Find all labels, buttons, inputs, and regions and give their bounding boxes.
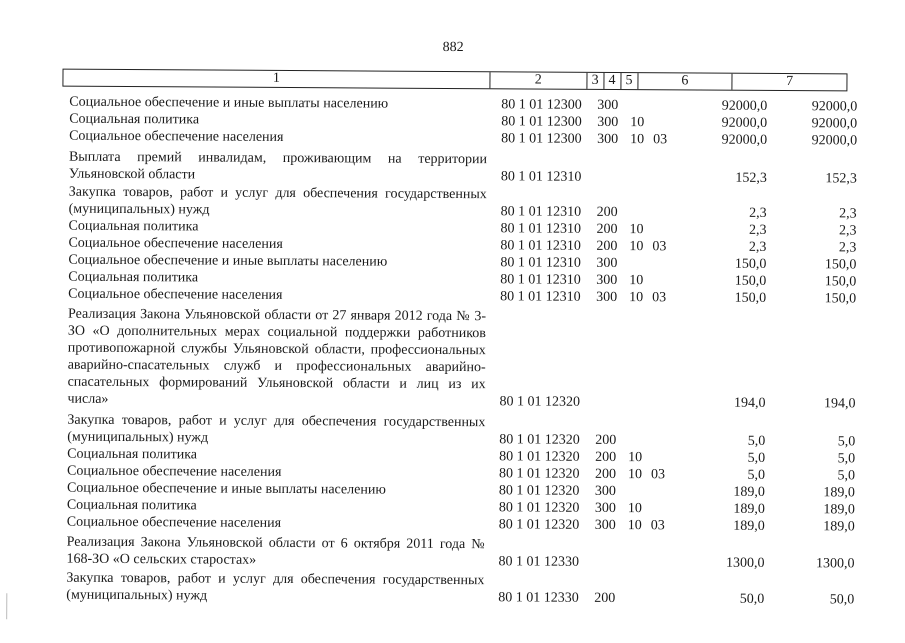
header-col-6: 6	[638, 73, 733, 90]
row-name: Социальное обеспечение и иные выплаты населению	[69, 94, 389, 112]
row-col-3: 300	[596, 255, 618, 272]
row-col-4: 10	[630, 115, 645, 131]
row-value-7: 2,3	[839, 223, 857, 239]
row-value-7: 92000,0	[811, 116, 858, 132]
row-value-6: 152,3	[735, 170, 767, 186]
row-col-3: 300	[596, 289, 618, 306]
row-name: Социальное обеспечение и иные выплаты населению	[66, 480, 386, 498]
row-col-4: 10	[628, 450, 643, 466]
row-value-7: 5,0	[837, 468, 856, 484]
row-code: 80 1 01 12310	[500, 289, 581, 305]
row-value-7: 150,0	[824, 274, 857, 290]
row-code: 80 1 01 12320	[499, 449, 580, 465]
row-value-6: 2,3	[748, 239, 767, 255]
row-name: Закупка товаров, работ и услуг для обеспечения государственных (муниципальных) нужд	[68, 184, 487, 218]
row-name: Социальное обеспечение населения	[69, 128, 284, 145]
row-col-3: 200	[596, 238, 618, 255]
row-value-7: 189,0	[823, 485, 855, 501]
row-value-7: 152,3	[825, 171, 857, 187]
row-code: 80 1 01 12320	[499, 466, 580, 482]
row-name: Социальное обеспечение населения	[68, 235, 283, 252]
row-value-7: 194,0	[823, 396, 856, 412]
row-name: Социальная политика	[67, 446, 198, 463]
row-code: 80 1 01 12320	[498, 483, 580, 499]
row-name: Социальное обеспечение населения	[66, 514, 282, 531]
row-col-4: 10	[628, 467, 643, 483]
header-col-4: 4	[604, 73, 621, 89]
row-value-7: 189,0	[823, 502, 855, 518]
row-col-4: 10	[629, 273, 644, 289]
row-code: 80 1 01 12330	[498, 554, 580, 570]
row-value-6: 92000,0	[721, 132, 768, 148]
row-col-5: 03	[650, 518, 665, 534]
row-value-6: 92000,0	[721, 98, 768, 114]
row-name: Социальное обеспечение и иные выплаты населению	[68, 252, 388, 270]
row-code: 80 1 01 12310	[500, 272, 581, 288]
row-col-3: 200	[595, 466, 617, 483]
row-value-7: 5,0	[837, 434, 856, 450]
row-col-3: 300	[597, 114, 619, 131]
row-col-3: 300	[597, 97, 619, 114]
row-col-4: 10	[627, 518, 642, 534]
row-col-4: 10	[629, 222, 644, 238]
row-col-3: 300	[597, 131, 619, 148]
row-value-6: 5,0	[747, 467, 766, 483]
row-code: 80 1 01 12300	[501, 114, 582, 130]
row-value-7: 2,3	[838, 240, 857, 256]
row-col-3: 300	[596, 272, 618, 289]
row-value-6: 189,0	[733, 518, 765, 534]
row-code: 80 1 01 12300	[501, 97, 582, 113]
row-col-3: 200	[595, 449, 617, 466]
row-col-3: 200	[595, 432, 617, 449]
row-value-7: 189,0	[823, 519, 855, 535]
row-value-6: 2,3	[749, 222, 767, 238]
row-name: Выплата премий инвалидам, проживающим на территории Ульяновской области	[68, 149, 488, 183]
row-col-4: 10	[627, 501, 642, 517]
row-name: Закупка товаров, работ и услуг для обеспечения государственных (муниципальных) нужд	[66, 570, 485, 604]
scan-edge-mark	[6, 593, 7, 619]
table-row	[69, 94, 859, 115]
row-code: 80 1 01 12310	[500, 255, 581, 271]
header-col-5: 5	[621, 73, 638, 89]
row-col-3: 300	[594, 483, 617, 500]
row-value-6: 150,0	[734, 273, 767, 289]
row-name: Закупка товаров, работ и услуг для обеспечения государственных (муниципальных) нужд	[67, 412, 486, 446]
row-col-3: 300	[594, 500, 616, 517]
page-number: 882	[442, 39, 464, 56]
row-value-7: 150,0	[824, 257, 857, 273]
row-col-3: 200	[594, 590, 616, 607]
row-value-6: 194,0	[733, 395, 766, 411]
row-col-4: 10	[630, 132, 645, 148]
row-name: Социальная политика	[66, 497, 197, 514]
row-code: 80 1 01 12310	[500, 169, 582, 185]
row-name: Социальная политика	[69, 111, 200, 128]
table-row	[67, 412, 857, 450]
row-code: 80 1 01 12310	[500, 204, 582, 220]
row-name: Социальная политика	[68, 269, 199, 286]
row-col-5: 03	[653, 132, 668, 148]
row-value-6: 150,0	[734, 290, 767, 306]
row-value-7: 92000,0	[811, 99, 858, 115]
row-value-6: 2,3	[749, 205, 767, 221]
row-col-3: 200	[596, 204, 618, 221]
row-value-7: 1300,0	[815, 556, 855, 572]
row-value-6: 150,0	[734, 256, 767, 272]
row-value-7: 5,0	[837, 451, 856, 467]
table-row	[68, 149, 859, 187]
row-code: 80 1 01 12330	[498, 590, 579, 606]
row-code: 80 1 01 12320	[498, 500, 580, 516]
row-col-5: 03	[652, 239, 667, 255]
row-value-7: 92000,0	[811, 133, 858, 149]
row-value-7: 2,3	[839, 206, 857, 222]
row-value-6: 5,0	[747, 450, 766, 466]
row-name: Социальное обеспечение населения	[68, 286, 283, 303]
header-col-7: 7	[786, 74, 794, 90]
row-col-5: 03	[651, 467, 666, 483]
row-name: Социальная политика	[68, 218, 199, 235]
row-name: Социальное обеспечение населения	[67, 463, 282, 480]
row-code: 80 1 01 12320	[499, 394, 581, 410]
row-name: Реализация Закона Ульяновской области от 27 января 2012 года № 3-ЗО «О дополнительных мерах социальной поддержки работников противопожарной службы Ульяновской области, профессиональных аварийно-спасательных служб и профессиональных аварийно-спасательных формирований Ульяновской области и лиц из их числа»	[67, 306, 487, 407]
row-code: 80 1 01 12310	[500, 238, 581, 254]
row-name: Реализация Закона Ульяновской области от 6 октября 2011 года № 168-ЗО «О сельских старостах»	[66, 534, 485, 568]
row-col-5: 03	[652, 290, 667, 306]
row-col-4: 10	[629, 239, 644, 255]
row-value-7: 150,0	[824, 291, 857, 307]
row-col-4: 10	[629, 290, 644, 306]
row-value-7: 50,0	[829, 592, 855, 608]
row-code: 80 1 01 12320	[498, 517, 580, 533]
row-code: 80 1 01 12300	[501, 131, 582, 147]
row-value-6: 92000,0	[721, 115, 768, 131]
row-code: 80 1 01 12320	[499, 432, 580, 448]
row-value-6: 189,0	[733, 484, 765, 500]
row-value-6: 189,0	[733, 501, 765, 517]
row-col-3: 300	[594, 517, 616, 534]
header-col-1: 1	[63, 70, 490, 89]
row-value-6: 1300,0	[725, 555, 765, 571]
row-col-3: 200	[596, 221, 618, 238]
row-value-6: 50,0	[739, 591, 765, 607]
header-col-3: 3	[587, 73, 604, 89]
header-col-2: 2	[490, 72, 587, 89]
row-value-6: 5,0	[747, 433, 766, 449]
row-code: 80 1 01 12310	[500, 221, 582, 237]
